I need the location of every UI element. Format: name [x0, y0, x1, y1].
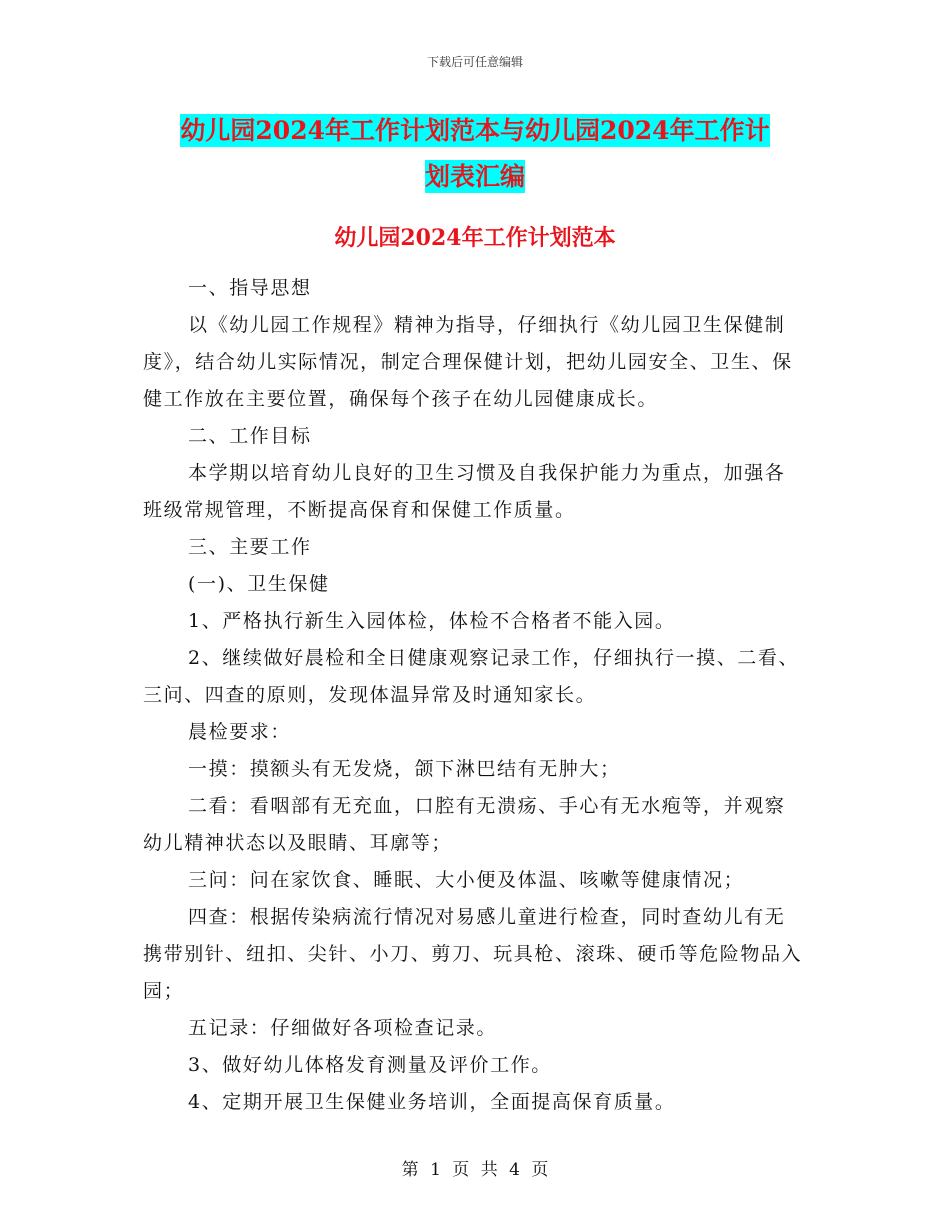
heading-work-goals: 二、工作目标 [188, 425, 312, 447]
check-touch: 一摸：摸额头有无发烧，颌下淋巴结有无肿大； [188, 758, 621, 780]
check-inspect: 四查：根据传染病流行情况对易感儿童进行检查，同时查幼儿有无携带别针、纽扣、尖针、小刀、剪刀、玩具枪、滚珠、硬币等危险物品入园； [143, 906, 803, 1002]
document-title-line-1: 幼儿园2024年工作计划范本与幼儿园2024年工作计 [180, 116, 770, 145]
item-2: 2、继续做好晨检和全日健康观察记录工作，仔细执行一摸、二看、三问、四查的原则，发现体温异常及时通知家长。 [143, 647, 800, 706]
document-body [143, 270, 803, 1121]
item-4: 4、定期开展卫生保健业务培训，全面提高保育质量。 [188, 1091, 676, 1113]
paragraph-work-goals: 本学期以培育幼儿良好的卫生习惯及自我保护能力为重点，加强各班级常规管理，不断提高保育和保健工作质量。 [143, 462, 786, 521]
page-footer: 第 1 页 共 4 页 [401, 1160, 549, 1180]
item-1: 1、严格执行新生入园体检，体检不合格者不能入园。 [188, 610, 676, 632]
check-record: 五记录：仔细做好各项检查记录。 [188, 1017, 498, 1039]
check-ask: 三问：问在家饮食、睡眠、大小便及体温、咳嗽等健康情况； [188, 869, 745, 891]
document-title [140, 108, 810, 200]
check-look: 二看：看咽部有无充血，口腔有无溃疡、手心有无水疱等，并观察幼儿精神状态以及眼睛、耳廓等； [143, 795, 786, 854]
heading-main-work: 三、主要工作 [188, 536, 312, 558]
section-title: 幼儿园2024年工作计划范本 [334, 225, 616, 251]
document-title-line-2: 划表汇编 [424, 162, 525, 191]
header-note: 下载后可任意编辑 [426, 55, 523, 69]
paragraph-guiding-ideology: 以《幼儿园工作规程》精神为指导，仔细执行《幼儿园卫生保健制度》，结合幼儿实际情况，制定合理保健计划，把幼儿园安全、卫生、保健工作放在主要位置，确保每个孩子在幼儿园健康成长。 [143, 314, 793, 410]
morning-check-heading: 晨检要求： [188, 721, 292, 743]
heading-guiding-ideology: 一、指导思想 [188, 277, 312, 299]
subheading-health-care: (一)、卫生保健 [188, 573, 330, 595]
item-3: 3、做好幼儿体格发育测量及评价工作。 [188, 1054, 552, 1076]
